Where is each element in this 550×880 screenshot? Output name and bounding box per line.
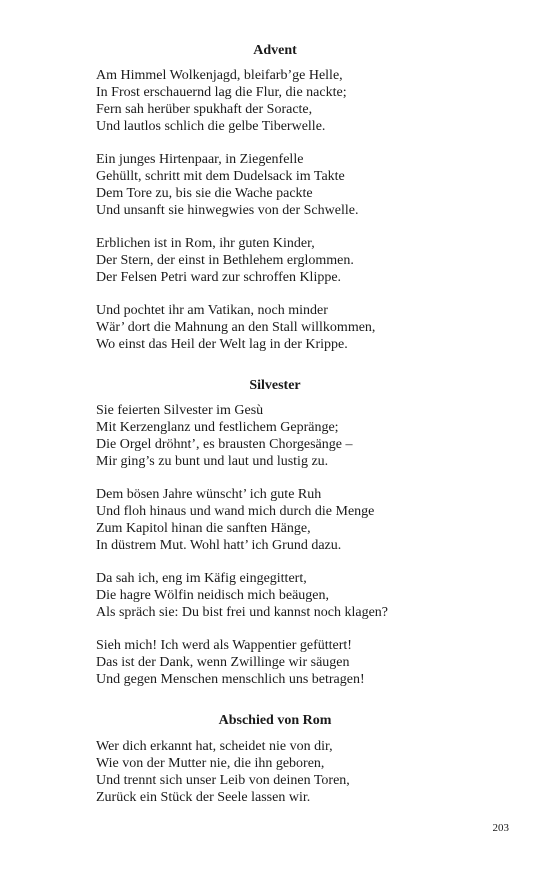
verse-line: Ein junges Hirtenpaar, in Ziegenfelle	[96, 152, 304, 167]
verse-line: Und pochtet ihr am Vatikan, noch minder	[96, 303, 328, 318]
verse-line: Mit Kerzenglanz und festlichem Gepränge;	[96, 420, 339, 435]
verse-line: Wo einst das Heil der Welt lag in der Krippe.	[96, 337, 348, 352]
verse-line: Die Orgel dröhnt’, es brausten Chorgesänge –	[96, 437, 353, 452]
poem-title-silvester: Silvester	[249, 378, 301, 393]
verse-line: Dem Tore zu, bis sie die Wache packte	[96, 186, 313, 201]
poem-title-advent: Advent	[253, 43, 297, 58]
verse-line: Dem bösen Jahre wünscht’ ich gute Ruh	[96, 487, 322, 502]
stanza	[96, 402, 516, 470]
verse-line: Und trennt sich unser Leib von deinen Toren,	[96, 773, 350, 788]
stanza	[96, 67, 516, 135]
verse-line: Und unsanft sie hinwegwies von der Schwelle.	[96, 203, 359, 218]
page-number: 203	[492, 822, 509, 834]
verse-line: Das ist der Dank, wenn Zwillinge wir säugen	[96, 655, 350, 670]
verse-line: Gehüllt, schritt mit dem Dudelsack im Takte	[96, 169, 345, 184]
verse-line: Wer dich erkannt hat, scheidet nie von dir,	[96, 739, 333, 754]
verse-line: Fern sah herüber spukhaft der Soracte,	[96, 102, 313, 117]
verse-line: Zurück ein Stück der Seele lassen wir.	[96, 790, 311, 805]
verse-line: Am Himmel Wolkenjagd, bleifarb’ge Helle,	[96, 68, 343, 83]
verse-line: Zum Kapitol hinan die sanften Hänge,	[96, 521, 311, 536]
verse-line: Die hagre Wölfin neidisch mich beäugen,	[96, 588, 329, 603]
verse-line: Da sah ich, eng im Käfig eingegittert,	[96, 571, 307, 586]
verse-line: In düstrem Mut. Wohl hatt’ ich Grund dazu.	[96, 538, 342, 553]
stanza	[96, 302, 516, 353]
verse-line: Und lautlos schlich die gelbe Tiberwelle.	[96, 119, 326, 134]
verse-line: Sieh mich! Ich werd als Wappentier gefüttert!	[96, 638, 352, 653]
verse-line: Wär’ dort die Mahnung an den Stall willkommen,	[96, 320, 376, 335]
stanza	[96, 637, 516, 688]
stanza	[96, 151, 516, 219]
verse-line: Der Felsen Petri ward zur schroffen Klippe.	[96, 270, 342, 285]
verse-line: In Frost erschauernd lag die Flur, die nackte;	[96, 85, 347, 100]
stanza	[96, 570, 516, 621]
verse-line: Und gegen Menschen menschlich uns betragen!	[96, 672, 365, 687]
stanza	[96, 738, 516, 806]
verse-line: Und floh hinaus und wand mich durch die Menge	[96, 504, 375, 519]
stanza	[96, 235, 516, 286]
verse-line: Mir ging’s zu bunt und laut und lustig zu.	[96, 454, 329, 469]
verse-line: Sie feierten Silvester im Gesù	[96, 403, 264, 418]
verse-line: Wie von der Mutter nie, die ihn geboren,	[96, 756, 325, 771]
stanza	[96, 486, 516, 554]
verse-line: Erblichen ist in Rom, ihr guten Kinder,	[96, 236, 315, 251]
verse-line: Als spräch sie: Du bist frei und kannst noch klagen?	[96, 605, 388, 620]
verse-line: Der Stern, der einst in Bethlehem erglommen.	[96, 253, 354, 268]
poem-title-abschied-von-rom: Abschied von Rom	[218, 713, 332, 728]
